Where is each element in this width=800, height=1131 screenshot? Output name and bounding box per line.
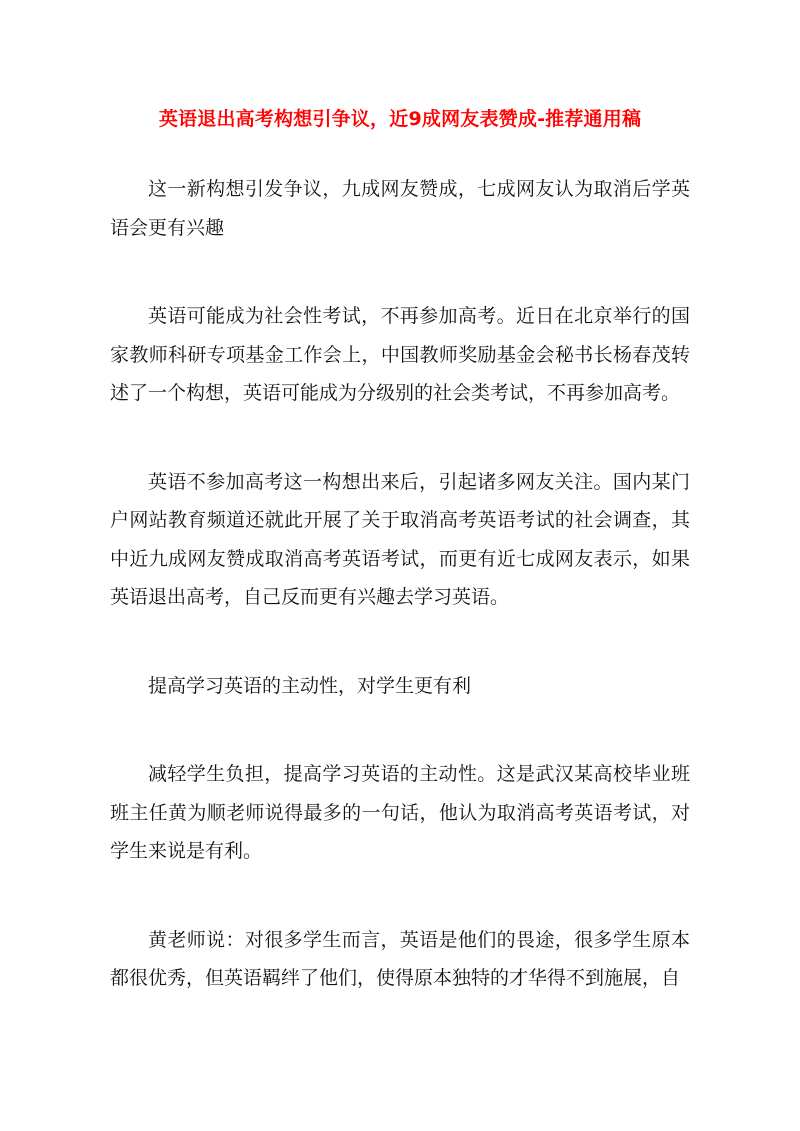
document-title: 英语退出高考构想引争议，近9成网友表赞成-推荐通用稿 [158, 108, 642, 130]
paragraph: 英语可能成为社会性考试，不再参加高考。近日在北京举行的国家教师科研专项基金工作会上，中国教师奖励基金会秘书长杨春茂转述了一个构想，英语可能成为分级别的社会类考试，不再参加高考。 [110, 305, 690, 404]
paragraph: 减轻学生负担，提高学习英语的主动性。这是武汉某高校毕业班班主任黄为顺老师说得最多的一句话，他认为取消高考英语考试，对学生来说是有利。 [110, 763, 690, 862]
paragraph: 英语不参加高考这一构想出来后，引起诸多网友关注。国内某门户网站教育频道还就此开展了关于取消高考英语考试的社会调查，其中近九成网友赞成取消高考英语考试，而更有近七成网友表示，如果英语退出高考，自己反而更有兴趣去学习英语。 [110, 470, 690, 608]
paragraph: 这一新构想引发争议，九成网友赞成，七成网友认为取消后学英语会更有兴趣 [110, 178, 690, 239]
paragraph: 黄老师说：对很多学生而言，英语是他们的畏途，很多学生原本都很优秀，但英语羁绊了他们，使得原本独特的才华得不到施展，自 [110, 928, 690, 989]
section-heading: 提高学习英语的主动性，对学生更有利 [148, 674, 472, 697]
